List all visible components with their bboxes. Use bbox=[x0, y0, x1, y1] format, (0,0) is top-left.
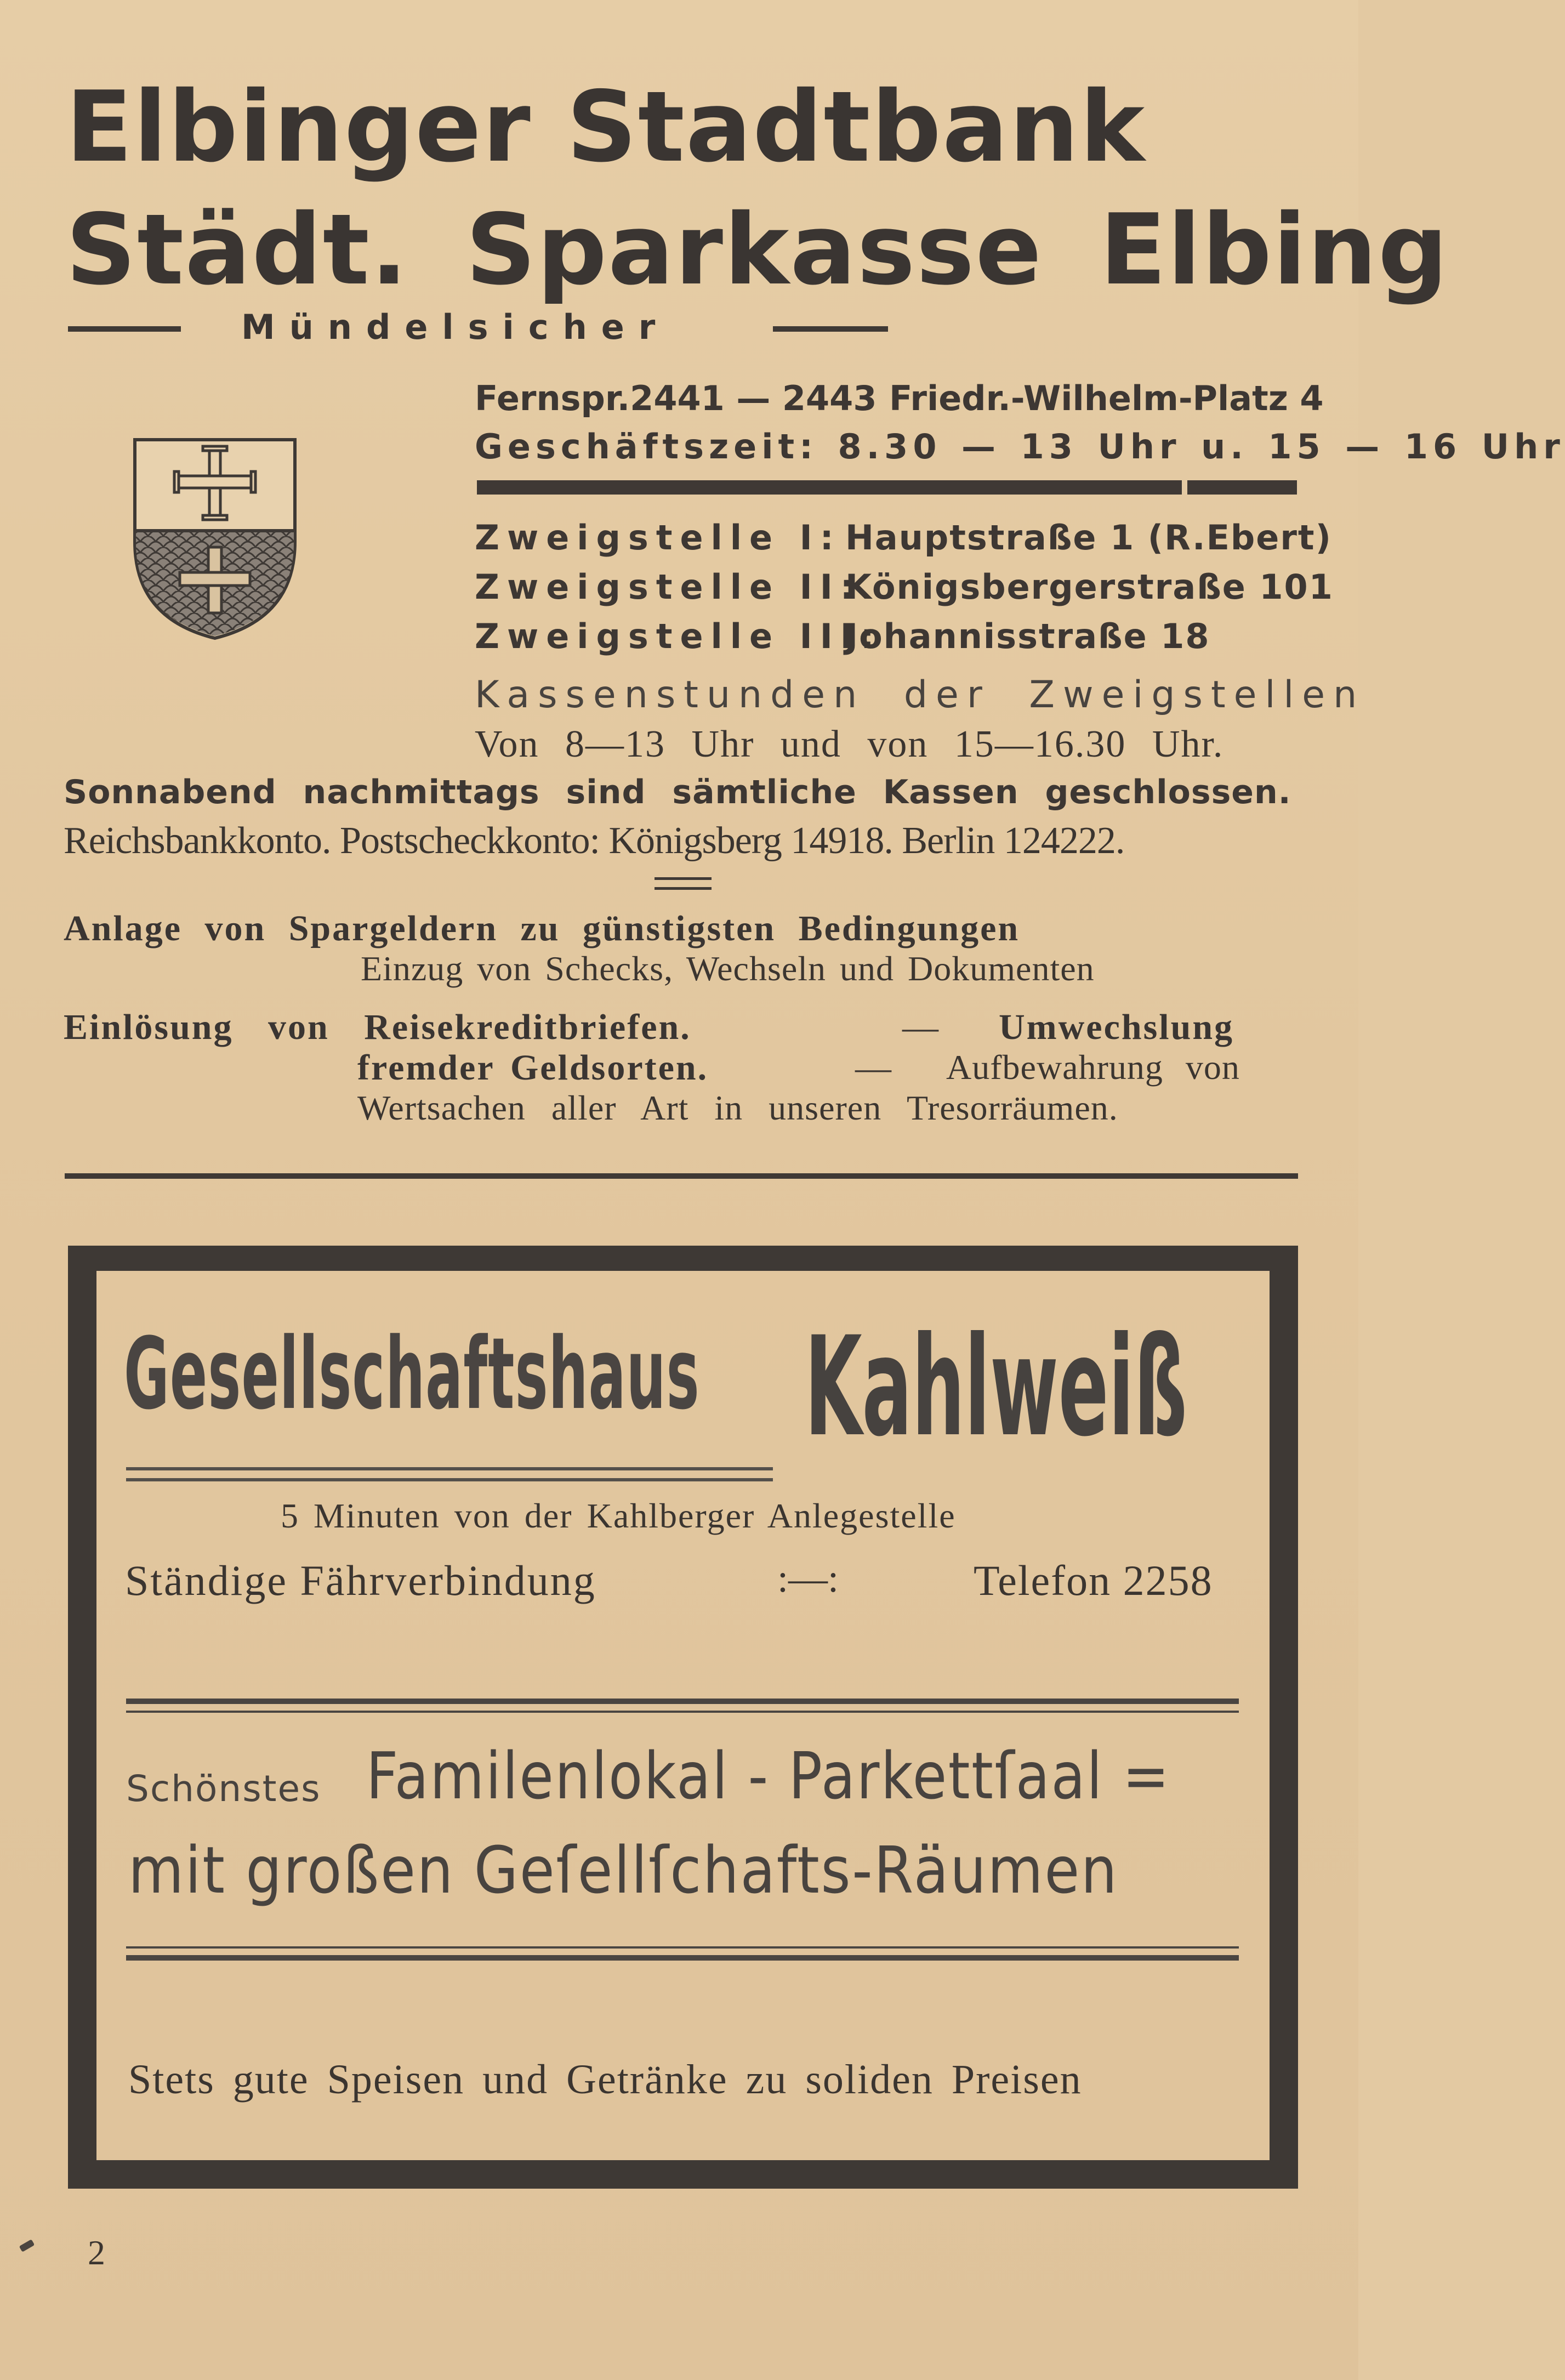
double-rule-bottom bbox=[655, 887, 712, 890]
service-dash-2: — bbox=[855, 1048, 891, 1088]
bank-address: Friedr.-Wilhelm-Platz 4 bbox=[889, 378, 1324, 418]
ad-frame-bottom bbox=[68, 2160, 1298, 2189]
title-underline-2 bbox=[126, 1478, 773, 1481]
service-storage: Aufbewahrung von bbox=[946, 1048, 1240, 1087]
ad-frame-top bbox=[68, 1246, 1298, 1271]
ad-frame-right bbox=[1270, 1246, 1298, 2189]
saturday-note: Sonnabend nachmittags sind sämtliche Kassen geschlossen. bbox=[64, 773, 1291, 811]
service-foreign-currency: fremder Geldsorten. bbox=[357, 1048, 709, 1088]
ad-slogan-line1: Familenlokal - Parkettſaal = bbox=[366, 1738, 1171, 1814]
branch-1-name: Zweigstelle I: bbox=[475, 518, 841, 558]
service-exchange: Umwechslung bbox=[999, 1007, 1234, 1047]
ad-separator: :—: bbox=[777, 1557, 839, 1600]
branch-2-name: Zweigstelle II: bbox=[475, 567, 862, 607]
double-rule-top bbox=[655, 877, 712, 880]
branch-3-address: Johannisstraße 18 bbox=[845, 616, 1210, 656]
ad-ferry: Ständige Fährverbindung bbox=[125, 1557, 596, 1604]
bank-phone: Fernspr.2441 — 2443 bbox=[475, 378, 877, 418]
branch-hours-title: Kassenstunden der Zweigstellen bbox=[475, 673, 1365, 717]
ad-phone: Telefon 2258 bbox=[974, 1557, 1213, 1604]
ad-slogan-line2: mit großen Geſellſchafts-Räumen bbox=[128, 1832, 1119, 1908]
branch-hours: Von 8—13 Uhr und von 15—16.30 Uhr. bbox=[475, 723, 1224, 765]
ad-divider-1b bbox=[126, 1711, 1239, 1713]
branch-2-address: Königsbergerstraße 101 bbox=[845, 567, 1334, 607]
section-separator bbox=[65, 1173, 1298, 1179]
hours-divider-right bbox=[1187, 480, 1297, 495]
ad-footer: Stets gute Speisen und Getränke zu soliden Preisen bbox=[128, 2057, 1082, 2103]
title-underline-1 bbox=[126, 1467, 773, 1470]
service-savings: Anlage von Spargeldern zu günstigsten Bedingungen bbox=[64, 908, 1020, 948]
ad-divider-2a bbox=[126, 1946, 1239, 1949]
ink-blot bbox=[19, 2239, 35, 2252]
muendelsicher-label: Mündelsicher bbox=[241, 307, 670, 347]
bank-accounts: Reichsbankkonto. Postscheckkonto: Königsberg 14918. Berlin 124222. bbox=[64, 820, 1125, 862]
hours-divider-left bbox=[477, 480, 1182, 495]
coat-of-arms-icon bbox=[133, 438, 297, 640]
ad-title-gesellschaftshaus: Gesellschaftshaus bbox=[124, 1317, 700, 1432]
service-valuables: Wertsachen aller Art in unseren Tresorräumen. bbox=[357, 1088, 1118, 1127]
ad-frame-left bbox=[68, 1246, 96, 2189]
ad-distance: 5 Minuten von der Kahlberger Anlegestelle bbox=[281, 1496, 956, 1535]
branch-1-address: Hauptstraße 1 (R.Ebert) bbox=[845, 518, 1332, 558]
branch-3-name: Zweigstelle III: bbox=[475, 616, 882, 656]
ad-divider-1a bbox=[126, 1699, 1239, 1704]
ad-divider-2b bbox=[126, 1955, 1239, 1961]
bank-title-line2: Städt. Sparkasse Elbing bbox=[66, 193, 1449, 306]
bank-title-line1: Elbinger Stadtbank bbox=[66, 70, 1146, 184]
ad-slogan-small: Schönstes bbox=[126, 1768, 321, 1810]
bank-hours: Geschäftszeit: 8.30 — 13 Uhr u. 15 — 16 Uhr bbox=[475, 427, 1565, 467]
ad-title-kahlweiss: Kahlweiß bbox=[805, 1307, 1187, 1467]
service-travel-credit: Einlösung von Reisekreditbriefen. bbox=[64, 1007, 691, 1047]
service-collection: Einzug von Schecks, Wechseln und Dokumenten bbox=[361, 949, 1095, 988]
page-number: 2 bbox=[88, 2233, 105, 2272]
muendel-rule-right bbox=[773, 326, 888, 332]
muendel-rule-left bbox=[68, 326, 181, 332]
service-dash-1: — bbox=[902, 1007, 938, 1047]
